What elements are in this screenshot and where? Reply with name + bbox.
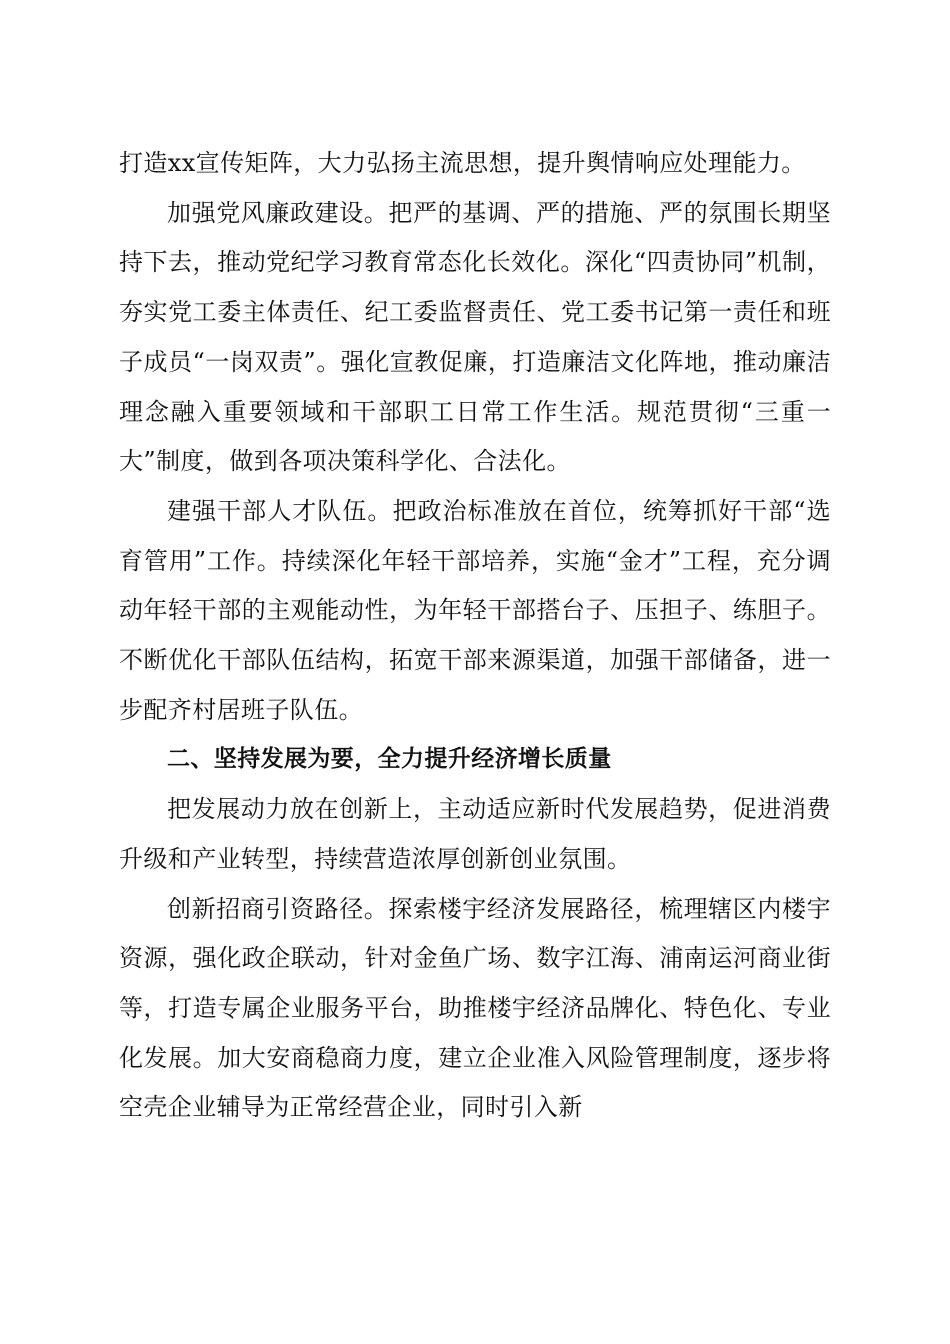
body-paragraph-continued: 打造xx宣传矩阵，大力弘扬主流思想，提升舆情响应处理能力。 xyxy=(119,149,806,177)
body-paragraph-development-intro: 把发展动力放在创新上，主动适应新时代发展趋势，促进消费升级和产业转型，持续营造浓厚创新创业氛围。 xyxy=(119,795,831,873)
section-heading: 二、坚持发展为要，全力提升经济增长质量 xyxy=(167,746,612,773)
body-paragraph-party-discipline: 加强党风廉政建设。把严的基调、严的措施、严的氛围长期坚持下去，推动党纪学习教育常态化长效化。深化“四责协同”机制，夯实党工委主体责任、纪工委监督责任、党工委书记第一责任和班子成员“一岗双责”。强化宣教促廉，打造廉洁文化阵地，推动廉洁理念融入重要领域和干部职工日常工作生活。规范贯彻“三重一大”制度，做到各项决策科学化、合法化。 xyxy=(119,198,831,476)
body-paragraph-investment: 创新招商引资路径。探索楼宇经济发展路径，梳理辖区内楼宇资源，强化政企联动，针对金鱼广场、数字江海、浦南运河商业街等，打造专属企业服务平台，助推楼宇经济品牌化、特色化、专业化发展。加大安商稳商力度，建立企业准入风险管理制度，逐步将空壳企业辅导为正常经营企业，同时引入新 xyxy=(119,894,831,1122)
document-page xyxy=(119,139,831,1133)
body-paragraph-cadre-team: 建强干部人才队伍。把政治标准放在首位，统筹抓好干部“选育管用”工作。持续深化年轻干部培养，实施“金才”工程，充分调动年轻干部的主观能动性，为年轻干部搭台子、压担子、练胆子。不断优化干部队伍结构，拓宽干部来源渠道，加强干部储备，进一步配齐村居班子队伍。 xyxy=(119,496,831,724)
